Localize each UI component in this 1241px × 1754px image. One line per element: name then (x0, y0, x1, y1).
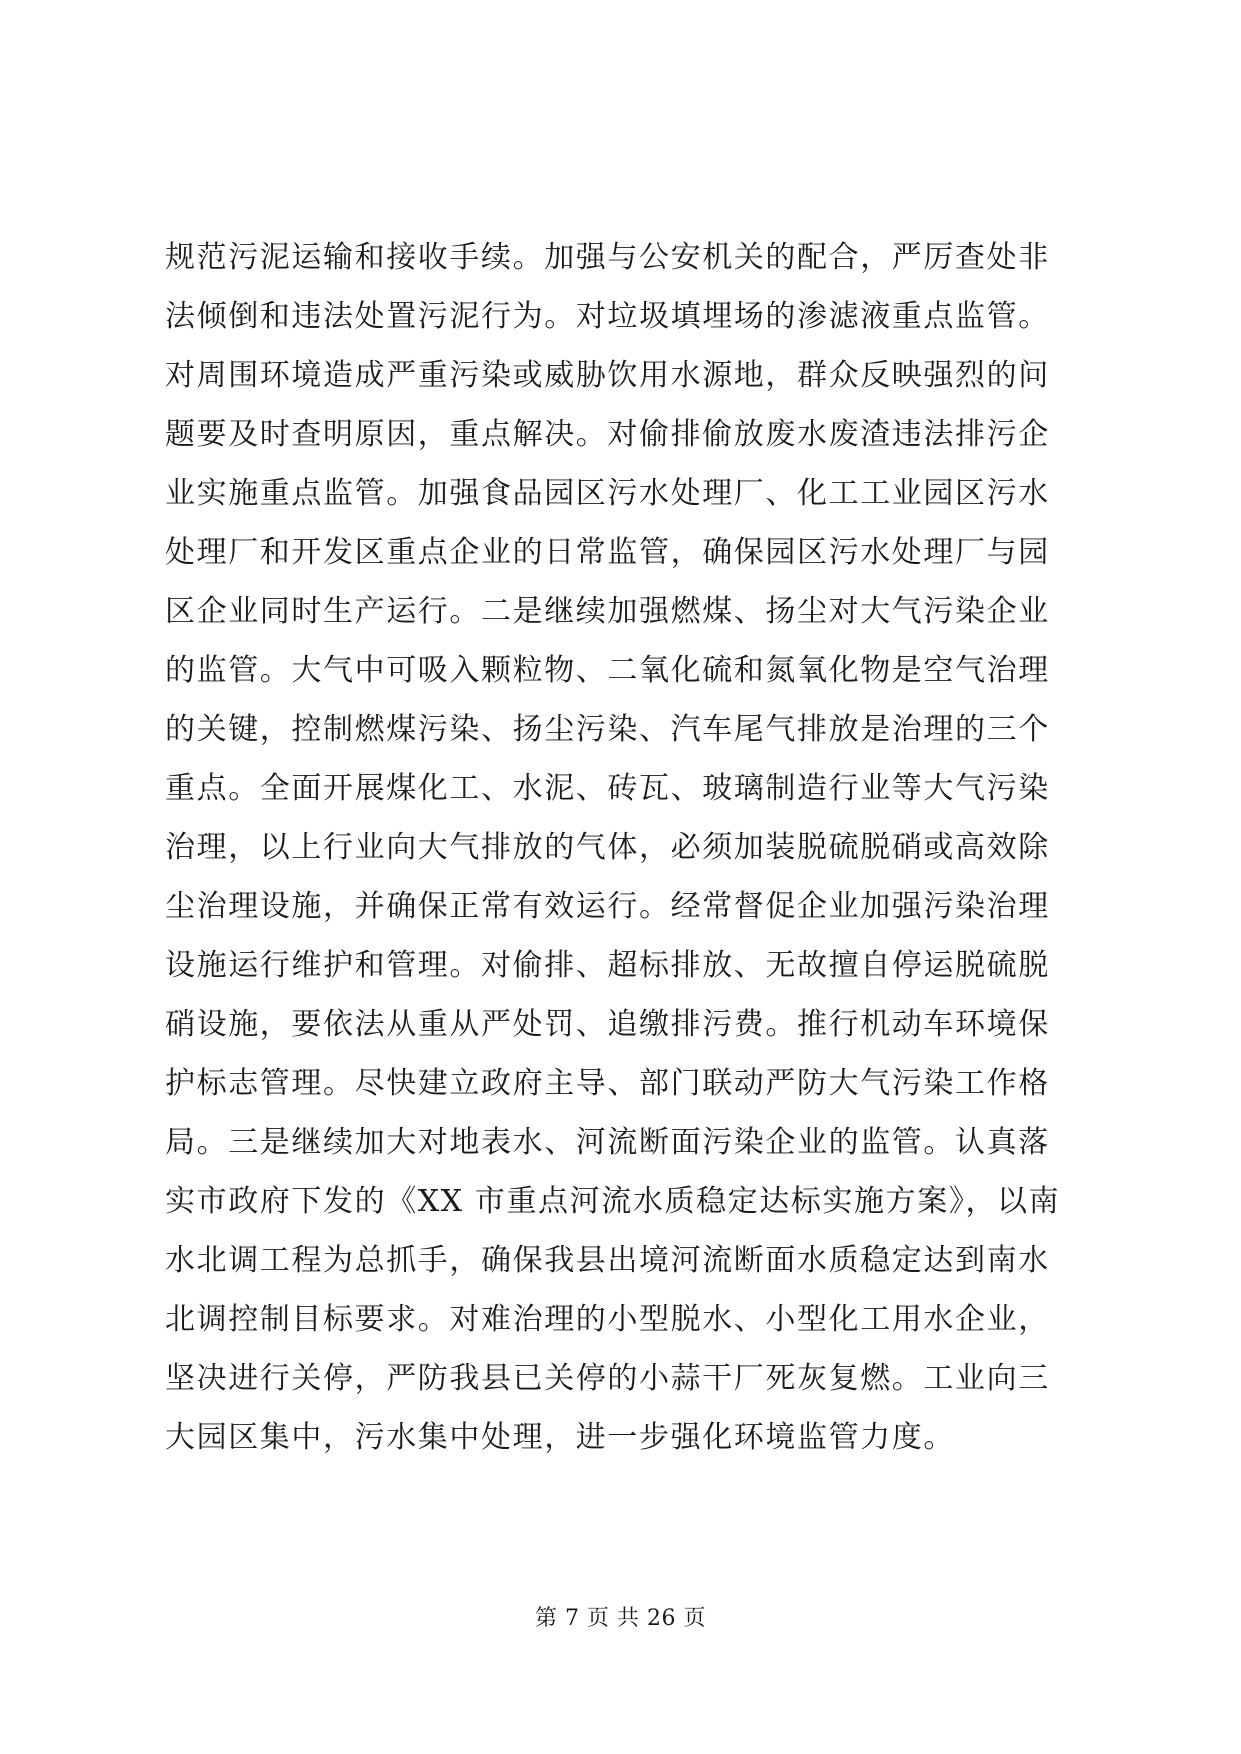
text-line: 设施运行维护和管理。对偷排、超标排放、无故擅自停运脱硫脱 (165, 948, 1050, 983)
text-line: 处理厂和开发区重点企业的日常监管，确保园区污水处理厂与园 (165, 535, 1050, 570)
text-line: 硝设施，要依法从重从严处罚、追缴排污费。推行机动车环境保 (165, 1007, 1050, 1042)
text-line: 重点。全面开展煤化工、水泥、砖瓦、玻璃制造行业等大气污染 (165, 771, 1050, 806)
text-line: 局。三是继续加大对地表水、河流断面污染企业的监管。认真落 (165, 1125, 1050, 1160)
text-line: 大园区集中，污水集中处理，进一步强化环境监管力度。 (165, 1420, 955, 1455)
body-text (165, 228, 1085, 1467)
text-line: 北调控制目标要求。对难治理的小型脱水、小型化工用水企业， (165, 1302, 1050, 1337)
text-line: 规范污泥运输和接收手续。加强与公安机关的配合，严厉查处非 (165, 240, 1050, 275)
text-line: 的监管。大气中可吸入颗粒物、二氧化硫和氮氧化物是空气治理 (165, 653, 1050, 688)
text-line: 水北调工程为总抓手，确保我县出境河流断面水质稳定达到南水 (165, 1243, 1050, 1278)
text-line: 尘治理设施，并确保正常有效运行。经常督促企业加强污染治理 (165, 889, 1050, 924)
text-line: 法倾倒和违法处置污泥行为。对垃圾填埋场的渗滤液重点监管。 (165, 299, 1050, 334)
text-line: 实市政府下发的《XX 市重点河流水质稳定达标实施方案》，以南 (165, 1184, 1061, 1219)
text-line: 区企业同时生产运行。二是继续加强燃煤、扬尘对大气污染企业 (165, 594, 1050, 629)
text-line: 坚决进行关停，严防我县已关停的小蒜干厂死灰复燃。工业向三 (165, 1361, 1050, 1396)
text-line: 治理，以上行业向大气排放的气体，必须加装脱硫脱硝或高效除 (165, 830, 1050, 865)
text-line: 业实施重点监管。加强食品园区污水处理厂、化工工业园区污水 (165, 476, 1050, 511)
text-line: 对周围环境造成严重污染或威胁饮用水源地，群众反映强烈的问 (165, 358, 1050, 393)
page-number-footer: 第 7 页 共 26 页 (535, 1606, 706, 1631)
text-line: 题要及时查明原因，重点解决。对偷排偷放废水废渣违法排污企 (165, 417, 1050, 452)
text-line: 的关键，控制燃煤污染、扬尘污染、汽车尾气排放是治理的三个 (165, 712, 1050, 747)
text-line: 护标志管理。尽快建立政府主导、部门联动严防大气污染工作格 (165, 1066, 1050, 1101)
